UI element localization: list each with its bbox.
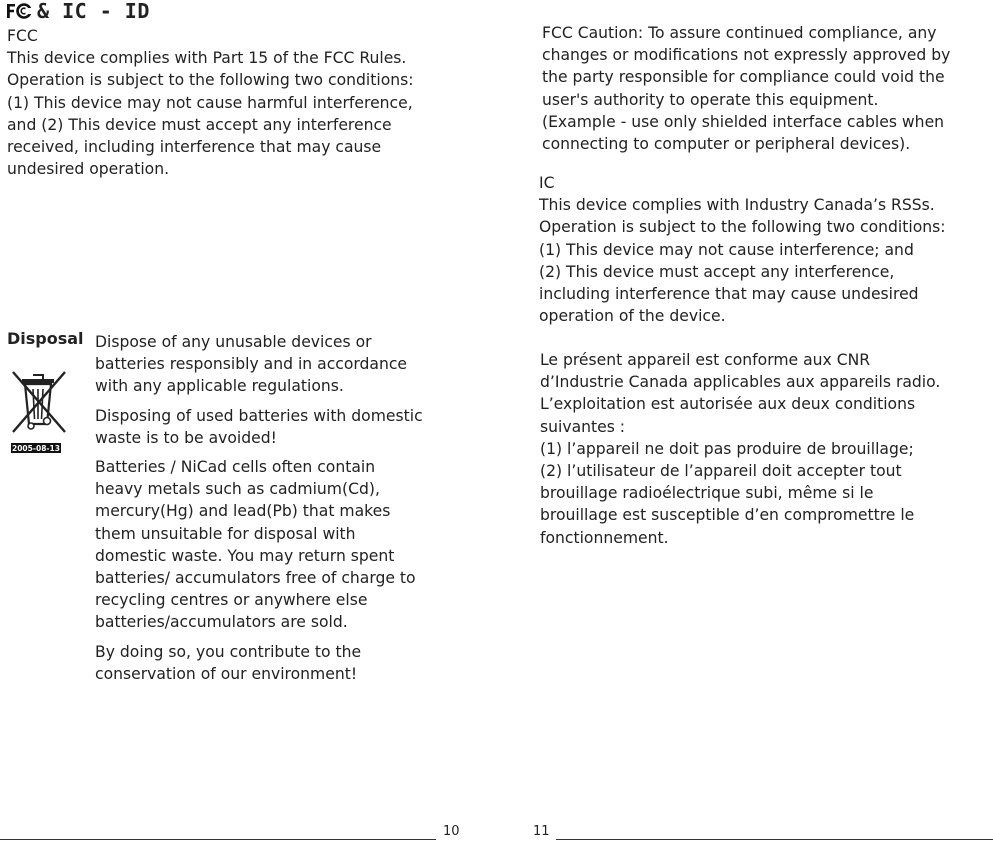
- disposal-line: batteries/accumulators are sold.: [95, 613, 348, 632]
- footer-rule-left: [0, 839, 436, 840]
- disposal-text: [95, 331, 423, 685]
- fcc-caution-line: changes or modifications not expressly approved by: [542, 46, 951, 65]
- ic-french-line: L’exploitation est autorisée aux deux conditions: [540, 395, 916, 414]
- disposal-line: By doing so, you contribute to the: [95, 642, 362, 661]
- disposal-line: heavy metals such as cadmium(Cd),: [95, 480, 380, 499]
- disposal-line: batteries responsibly and in accordance: [95, 355, 408, 374]
- page-title: & IC - ID: [37, 0, 150, 23]
- ic-french-line: brouillage est susceptible d’en compromettre le: [540, 506, 915, 525]
- page-number-left: 10: [443, 824, 460, 839]
- weee-bin-icon: [9, 366, 69, 458]
- ic-french-line: (1) l’appareil ne doit pas produire de brouillage;: [540, 439, 914, 458]
- fcc-caution-section: [542, 22, 950, 155]
- disposal-line: them unsuitable for disposal with: [95, 524, 356, 543]
- fcc-logo-icon: [5, 2, 33, 20]
- ic-heading: IC: [539, 174, 555, 192]
- ic-line: (2) This device must accept any interference,: [539, 262, 895, 281]
- fcc-caution-line: the party responsible for compliance could void the: [542, 68, 945, 87]
- disposal-paragraph: [95, 331, 423, 398]
- disposal-paragraph: [95, 456, 423, 634]
- fcc-line: undesired operation.: [7, 160, 170, 179]
- disposal-line: recycling centres or anywhere else: [95, 591, 368, 610]
- disposal-paragraph: [95, 405, 423, 449]
- footer-rule-right: [556, 839, 993, 840]
- ic-line: including interference that may cause undesired: [539, 285, 919, 304]
- fcc-line: Operation is subject to the following two conditions:: [7, 71, 414, 90]
- ic-section: [539, 172, 946, 327]
- fcc-caution-line: FCC Caution: To assure continued compliance, any: [542, 24, 937, 42]
- disposal-line: mercury(Hg) and lead(Pb) that makes: [95, 502, 391, 521]
- ic-french-line: Le présent appareil est conforme aux CNR: [540, 351, 871, 369]
- ic-line: (1) This device may not cause interference; and: [539, 240, 914, 259]
- ic-line: operation of the device.: [539, 307, 726, 326]
- ic-french-line: d’Industrie Canada applicables aux appareils radio.: [540, 373, 941, 392]
- ic-french-line: fonctionnement.: [540, 528, 669, 547]
- disposal-line: with any applicable regulations.: [95, 377, 344, 396]
- fcc-line: received, including interference that may cause: [7, 138, 382, 157]
- fcc-line: (1) This device may not cause harmful interference,: [7, 93, 413, 112]
- fcc-caution-line: (Example - use only shielded interface cables when: [542, 112, 945, 131]
- fcc-line: This device complies with Part 15 of the FCC Rules.: [7, 49, 407, 68]
- disposal-line: Dispose of any unusable devices or: [95, 333, 372, 351]
- ic-french-line: (2) l’utilisateur de l’appareil doit accepter tout: [540, 462, 902, 481]
- ic-french-section: [540, 349, 940, 549]
- disposal-line: batteries/ accumulators free of charge to: [95, 569, 416, 588]
- ic-line: This device complies with Industry Canada’s RSSs.: [539, 196, 935, 215]
- fcc-line: and (2) This device must accept any interference: [7, 115, 392, 134]
- page-number-right: 11: [533, 824, 550, 839]
- fcc-heading: FCC: [7, 27, 38, 45]
- ic-french-line: brouillage radioélectrique subi, même si le: [540, 484, 874, 503]
- disposal-line: conservation of our environment!: [95, 664, 358, 683]
- page-header: [5, 0, 150, 22]
- disposal-line: Disposing of used batteries with domestic: [95, 406, 423, 425]
- weee-date: 2005-08-13: [12, 444, 60, 453]
- ic-line: Operation is subject to the following two conditions:: [539, 218, 946, 237]
- disposal-line: Batteries / NiCad cells often contain: [95, 458, 376, 477]
- fcc-section: [7, 25, 414, 180]
- disposal-line: waste is to be avoided!: [95, 428, 277, 447]
- disposal-line: domestic waste. You may return spent: [95, 546, 395, 565]
- ic-french-line: suivantes :: [540, 417, 626, 436]
- fcc-caution-line: user's authority to operate this equipment.: [542, 90, 879, 109]
- fcc-caution-line: connecting to computer or peripheral devices).: [542, 135, 911, 154]
- disposal-label: Disposal: [7, 329, 84, 348]
- disposal-paragraph: [95, 641, 423, 685]
